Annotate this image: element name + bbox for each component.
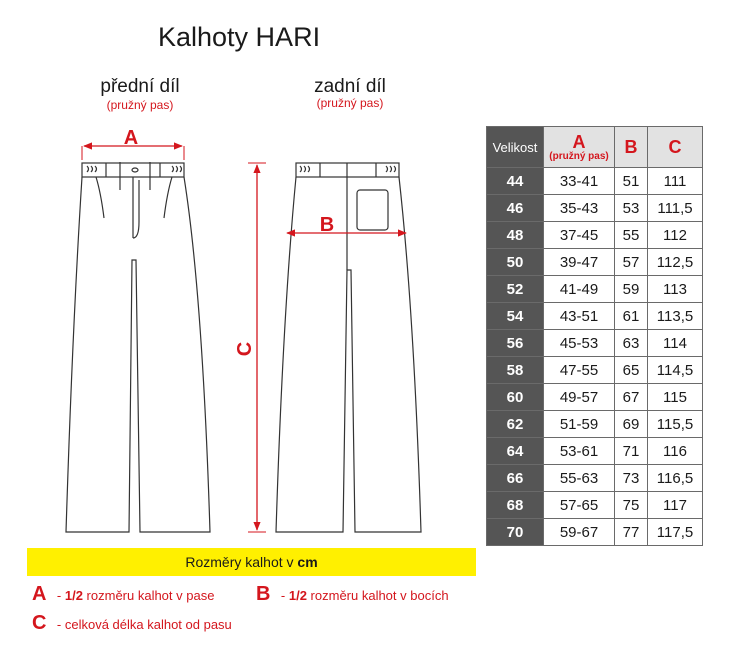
c-cell: 112 bbox=[648, 222, 703, 249]
b-cell: 57 bbox=[615, 249, 648, 276]
page-title: Kalhoty HARI bbox=[158, 22, 321, 52]
legend-a-dash: - bbox=[56, 588, 65, 603]
legend-c-letter: C bbox=[32, 612, 47, 634]
b-cell: 51 bbox=[615, 168, 648, 195]
c-cell: 115 bbox=[648, 384, 703, 411]
front-right-elastic bbox=[172, 166, 182, 172]
size-cell: 60 bbox=[487, 384, 544, 411]
legend-b bbox=[256, 583, 449, 606]
b-cell: 59 bbox=[615, 276, 648, 303]
legend-a-letter: A bbox=[32, 583, 47, 605]
size-cell: 58 bbox=[487, 357, 544, 384]
c-cell: 117 bbox=[648, 492, 703, 519]
measure-a bbox=[82, 127, 184, 160]
size-cell: 46 bbox=[487, 195, 544, 222]
legend-b-dash: - bbox=[280, 588, 289, 603]
marker-a-label: A bbox=[123, 127, 139, 149]
back-view-label: zadní díl bbox=[314, 76, 386, 97]
b-cell: 65 bbox=[615, 357, 648, 384]
size-cell: 68 bbox=[487, 492, 544, 519]
a-cell: 43-51 bbox=[544, 303, 615, 330]
back-pocket bbox=[357, 190, 388, 230]
a-cell: 59-67 bbox=[544, 519, 615, 546]
legend-b-fraction: 1/2 bbox=[288, 588, 307, 603]
c-cell: 113,5 bbox=[648, 303, 703, 330]
size-cell: 70 bbox=[487, 519, 544, 546]
front-left-elastic bbox=[87, 166, 97, 172]
legend-c bbox=[32, 612, 232, 635]
header-c bbox=[648, 127, 703, 168]
c-cell: 116 bbox=[648, 438, 703, 465]
legend-b-text: rozměru kalhot v bocích bbox=[306, 588, 449, 603]
front-waistband bbox=[82, 163, 184, 177]
a-cell: 55-63 bbox=[544, 465, 615, 492]
a-cell: 57-65 bbox=[544, 492, 615, 519]
front-view-sublabel: (pružný pas) bbox=[106, 98, 174, 112]
size-cell: 62 bbox=[487, 411, 544, 438]
header-a bbox=[544, 127, 615, 168]
back-trousers-outline bbox=[276, 163, 421, 532]
header-a-sub: (pružný pas) bbox=[549, 150, 609, 162]
front-view-label: přední díl bbox=[100, 76, 180, 97]
header-b-letter: B bbox=[624, 137, 638, 157]
c-cell: 111,5 bbox=[648, 195, 703, 222]
b-cell: 63 bbox=[615, 330, 648, 357]
size-cell: 54 bbox=[487, 303, 544, 330]
c-cell: 114,5 bbox=[648, 357, 703, 384]
b-cell: 77 bbox=[615, 519, 648, 546]
back-right-elastic bbox=[386, 166, 396, 172]
legend-b-letter: B bbox=[256, 583, 271, 605]
front-left-pocket bbox=[96, 177, 104, 218]
a-cell: 49-57 bbox=[544, 384, 615, 411]
legend-a-fraction: 1/2 bbox=[64, 588, 83, 603]
size-row bbox=[487, 384, 703, 411]
c-cell: 114 bbox=[648, 330, 703, 357]
size-row bbox=[487, 357, 703, 384]
b-cell: 73 bbox=[615, 465, 648, 492]
a-cell: 33-41 bbox=[544, 168, 615, 195]
marker-c-label: C bbox=[234, 341, 256, 357]
header-b bbox=[615, 127, 648, 168]
size-table-header bbox=[487, 127, 703, 168]
front-button bbox=[132, 168, 138, 172]
legend-c-text: - celková délka kalhot od pasu bbox=[56, 617, 232, 632]
a-cell: 41-49 bbox=[544, 276, 615, 303]
b-cell: 69 bbox=[615, 411, 648, 438]
c-cell: 111 bbox=[648, 168, 703, 195]
size-cell: 48 bbox=[487, 222, 544, 249]
front-right-pocket bbox=[164, 177, 172, 218]
b-cell: 55 bbox=[615, 222, 648, 249]
size-row bbox=[487, 249, 703, 276]
c-cell: 116,5 bbox=[648, 465, 703, 492]
banner-unit: cm bbox=[297, 554, 318, 570]
c-cell: 115,5 bbox=[648, 411, 703, 438]
back-left-elastic bbox=[300, 166, 310, 172]
b-cell: 53 bbox=[615, 195, 648, 222]
back-legs bbox=[276, 177, 421, 532]
a-cell: 51-59 bbox=[544, 411, 615, 438]
size-cell: 50 bbox=[487, 249, 544, 276]
units-banner bbox=[27, 548, 476, 576]
size-cell: 44 bbox=[487, 168, 544, 195]
a-cell: 47-55 bbox=[544, 357, 615, 384]
header-size: Velikost bbox=[487, 127, 544, 168]
size-row bbox=[487, 330, 703, 357]
banner-text: Rozměry kalhot v bbox=[185, 554, 298, 570]
c-cell: 113 bbox=[648, 276, 703, 303]
c-cell: 117,5 bbox=[648, 519, 703, 546]
size-cell: 52 bbox=[487, 276, 544, 303]
header-c-letter: C bbox=[668, 137, 682, 157]
size-row bbox=[487, 438, 703, 465]
size-cell: 66 bbox=[487, 465, 544, 492]
header-a-letter: A bbox=[572, 131, 586, 152]
size-row bbox=[487, 222, 703, 249]
legend-a-text: rozměru kalhot v pase bbox=[82, 588, 215, 603]
b-cell: 67 bbox=[615, 384, 648, 411]
a-cell: 53-61 bbox=[544, 438, 615, 465]
size-cell: 64 bbox=[487, 438, 544, 465]
size-cell: 56 bbox=[487, 330, 544, 357]
size-table-body bbox=[487, 168, 703, 546]
size-row bbox=[487, 168, 703, 195]
front-trousers-outline bbox=[66, 162, 210, 532]
size-row bbox=[487, 195, 703, 222]
c-cell: 112,5 bbox=[648, 249, 703, 276]
size-row bbox=[487, 276, 703, 303]
measure-c bbox=[234, 163, 266, 532]
b-cell: 61 bbox=[615, 303, 648, 330]
marker-b-label: B bbox=[319, 214, 335, 236]
size-row bbox=[487, 465, 703, 492]
legend-a bbox=[32, 583, 214, 606]
size-row bbox=[487, 519, 703, 546]
size-row bbox=[487, 303, 703, 330]
a-cell: 45-53 bbox=[544, 330, 615, 357]
size-row bbox=[487, 411, 703, 438]
size-row bbox=[487, 492, 703, 519]
a-cell: 37-45 bbox=[544, 222, 615, 249]
size-table bbox=[486, 126, 703, 546]
a-cell: 35-43 bbox=[544, 195, 615, 222]
front-fly-stitch bbox=[133, 180, 139, 238]
b-cell: 71 bbox=[615, 438, 648, 465]
b-cell: 75 bbox=[615, 492, 648, 519]
back-view-sublabel: (pružný pas) bbox=[316, 96, 384, 110]
a-cell: 39-47 bbox=[544, 249, 615, 276]
